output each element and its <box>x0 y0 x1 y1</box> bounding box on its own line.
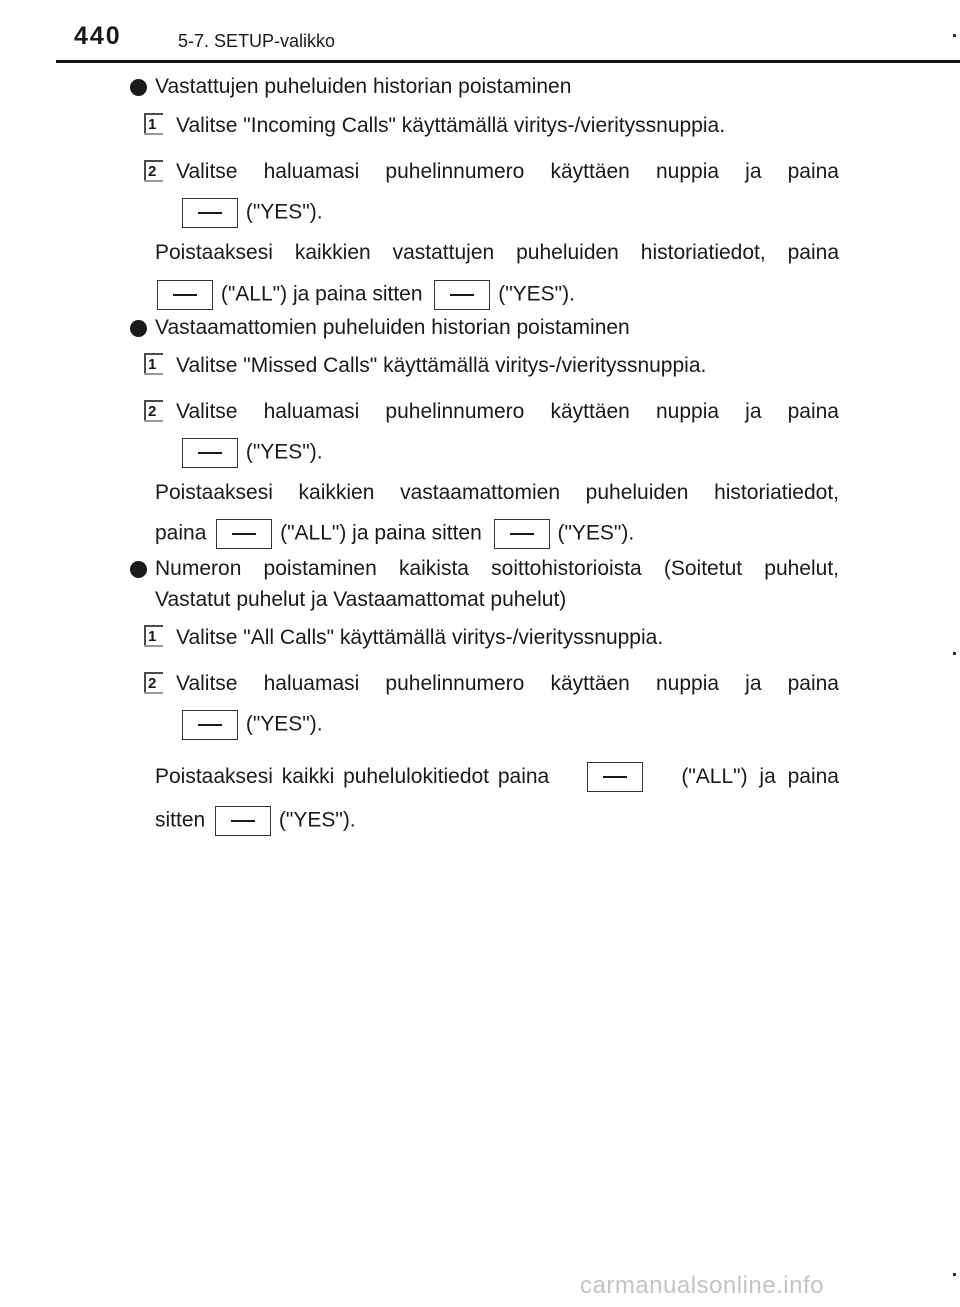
button-icon <box>587 762 643 792</box>
note-words: Poistaaksesi kaikki puhelulokitiedot paina <box>155 765 550 788</box>
bullet-icon <box>130 320 147 337</box>
note-text-continued <box>155 806 356 836</box>
button-icon <box>215 806 271 836</box>
section-heading-continued: Vastatut puhelut ja Vastaamattomat puhelut) <box>155 588 567 611</box>
button-caption: ("YES"). <box>245 200 323 224</box>
button-caption: ("YES"). <box>245 712 323 736</box>
header-rule <box>56 60 960 63</box>
note-text: Poistaaksesi kaikkien vastaamattomien puheluiden historiatiedot, <box>155 481 839 504</box>
step-text-continued <box>180 438 323 468</box>
step-text: Valitse "Incoming Calls" käyttämällä viritys-/vierityssnuppia. <box>176 114 726 137</box>
section-heading: Vastattujen puheluiden historian poistaminen <box>155 75 572 98</box>
section-heading: Vastaamattomien puheluiden historian poistaminen <box>155 316 630 339</box>
note-text: Poistaaksesi kaikkien vastattujen puheluiden historiatiedot, paina <box>155 241 839 264</box>
step-text-continued <box>180 710 323 740</box>
section-heading: Numeron poistaminen kaikista soittohistorioista (Soitetut puhelut, <box>155 557 839 580</box>
note-text-continued <box>155 280 575 310</box>
step-text: Valitse haluamasi puhelinnumero käyttäen nuppia ja paina <box>176 160 839 183</box>
step-text: Valitse haluamasi puhelinnumero käyttäen nuppia ja paina <box>176 672 839 695</box>
step-text: Valitse "All Calls" käyttämällä viritys-/vierityssnuppia. <box>176 626 664 649</box>
button-caption: ("YES"). <box>498 282 575 306</box>
bullet-icon <box>130 561 147 578</box>
button-icon <box>182 198 238 228</box>
button-caption: ("YES"). <box>557 521 635 545</box>
button-caption: ("YES"). <box>278 808 356 832</box>
step-number-badge: 1 <box>144 113 163 133</box>
note-word: sitten <box>155 808 206 832</box>
button-caption: ("ALL") ja paina <box>681 765 839 788</box>
note-word: paina <box>155 521 207 545</box>
section-title: 5-7. SETUP-valikko <box>178 31 336 51</box>
step-text: Valitse haluamasi puhelinnumero käyttäen nuppia ja paina <box>176 400 839 423</box>
button-icon <box>494 519 550 549</box>
step-number-badge: 2 <box>144 400 163 420</box>
step-number-badge: 2 <box>144 160 163 180</box>
note-text <box>155 762 839 792</box>
button-caption: ("ALL") ja paina sitten <box>220 282 423 306</box>
margin-mark <box>953 1273 956 1276</box>
button-icon <box>434 280 490 310</box>
step-number-badge: 2 <box>144 672 163 692</box>
bullet-icon <box>130 79 147 96</box>
step-number-badge: 1 <box>144 625 163 645</box>
note-text-continued <box>155 519 634 549</box>
watermark: carmanualsonline.info <box>580 1272 824 1299</box>
button-icon <box>216 519 272 549</box>
button-caption: ("YES"). <box>245 440 323 464</box>
margin-mark <box>953 34 956 37</box>
button-icon <box>157 280 213 310</box>
button-icon <box>182 438 238 468</box>
button-caption: ("ALL") ja paina sitten <box>280 521 482 545</box>
step-number-badge: 1 <box>144 353 163 373</box>
page-number: 440 <box>74 22 122 50</box>
button-icon <box>182 710 238 740</box>
margin-mark <box>953 652 956 655</box>
step-text: Valitse "Missed Calls" käyttämällä viritys-/vierityssnuppia. <box>176 354 707 377</box>
step-text-continued <box>180 198 323 228</box>
